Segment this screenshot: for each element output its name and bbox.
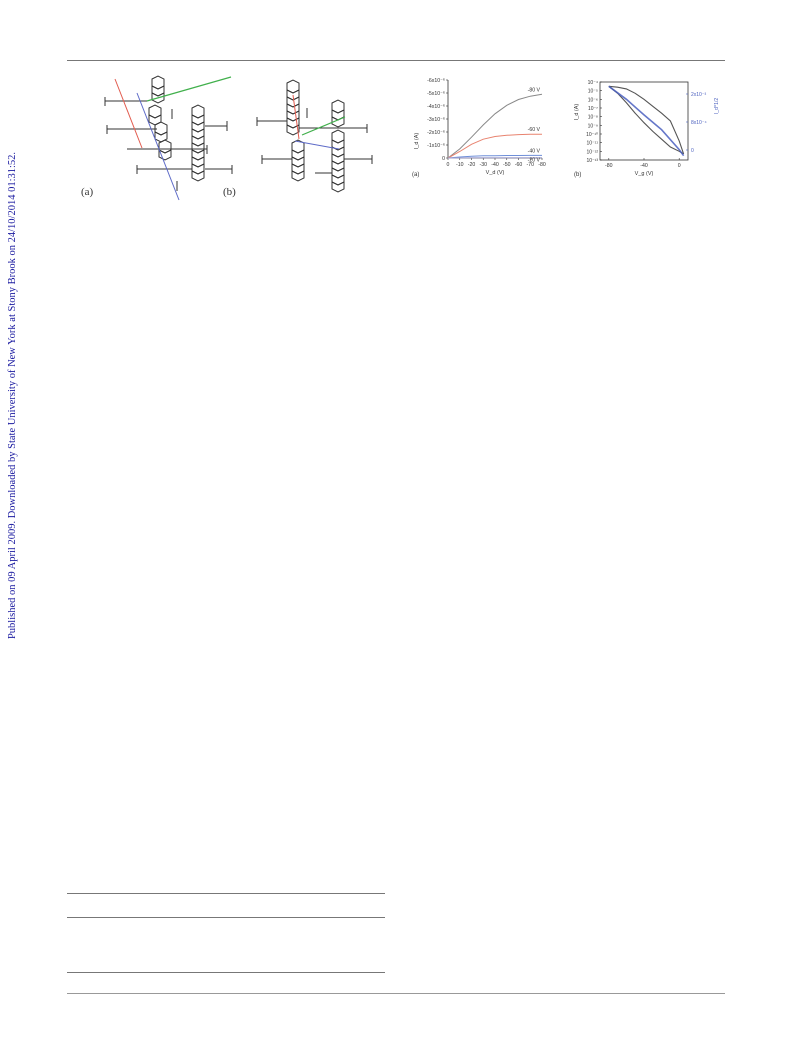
y-tick-label: 10⁻⁹ [587,123,598,130]
series-label: -80 V [527,87,540,94]
y-tick-label: 10⁻⁴ [587,80,598,86]
y2-tick-label: 0 [691,148,694,154]
table-rule-mid [67,917,385,918]
structure-a-label: (a) [81,186,94,198]
y-tick-label: -6x10⁻⁶ [427,78,445,84]
y2-axis-label: I_d^1/2 [714,97,720,115]
series-line [609,86,684,154]
x-tick-label: 0 [677,163,681,169]
series-label: -60 V [527,127,540,134]
x-axis-label: V_d (V) [485,170,505,176]
y-tick-label: 10⁻⁸ [587,114,598,121]
x-tick-label: -80 [605,163,613,169]
structure-b-image [247,73,397,208]
y-tick-label: 10⁻¹³ [586,158,598,164]
x-tick-label: -40 [491,162,499,168]
table-rule-bottom [67,972,385,973]
x-axis-label: V_g (V) [634,171,654,177]
y-tick-label: 10⁻⁵ [587,88,598,95]
series-label: -40 V [527,148,540,155]
x-tick-label: -10 [456,162,464,168]
y-tick-label: 10⁻⁷ [587,106,598,112]
y2-tick-label: 8x10⁻⁴ [691,120,707,126]
y2-tick-label: 2x10⁻³ [691,92,707,98]
x-tick-label: -70 [526,162,534,168]
panel-label: (a) [412,172,420,178]
y-tick-label: 10⁻¹² [586,149,598,156]
x-tick-label: -30 [479,162,487,168]
x-tick-label: -20 [467,162,476,168]
table-rule-top [67,893,385,894]
plot-frame [600,82,688,160]
panel-label: (b) [574,172,582,178]
footer-rule [67,993,725,994]
series-label: -20 V [527,157,540,164]
y-tick-label: -3x10⁻⁶ [427,117,445,123]
y-tick-label: 10⁻⁶ [587,97,598,104]
y-tick-label: 0 [442,156,445,162]
x-tick-label: -80 [538,162,546,168]
x-tick-label: 0 [446,162,450,168]
structure-b-label: (b) [223,186,236,198]
download-note [4,140,22,650]
y-tick-label: 10⁻¹¹ [586,140,598,147]
y-tick-label: 10⁻¹⁰ [586,132,598,138]
y-tick-label: -1x10⁻⁶ [427,143,445,149]
x-tick-label: -40 [640,163,648,169]
y-axis-label: I_d (A) [414,132,420,150]
download-note-text: Published on 09 April 2009. Downloaded by State University of New York at Stony Brook on 24/10/2014 01:31:52. [7,151,19,639]
transfer-characteristics-chart [572,72,724,182]
y-axis-label: I_d (A) [574,103,580,121]
output-characteristics-chart [410,72,572,182]
header-rule [67,60,725,61]
x-tick-label: -50 [503,162,511,168]
x-tick-label: -60 [514,162,523,168]
y-tick-label: -4x10⁻⁶ [427,104,445,110]
y-tick-label: -5x10⁻⁶ [427,91,445,97]
y-tick-label: -2x10⁻⁶ [427,130,445,136]
molecular-structure-figure [75,70,395,210]
